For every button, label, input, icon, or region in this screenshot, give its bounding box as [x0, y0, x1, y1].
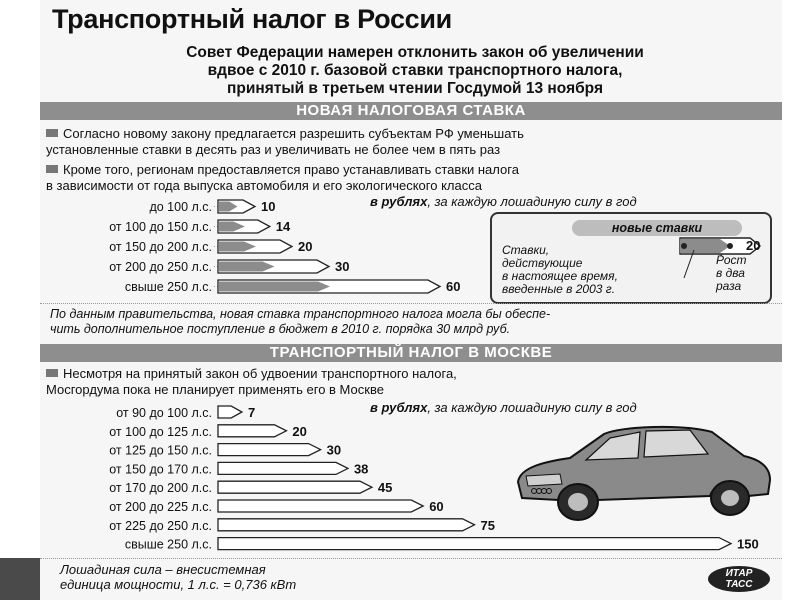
slide-left-margin: [0, 0, 40, 600]
bar-moscow-rate: [218, 538, 731, 550]
units-bold: в рублях: [370, 400, 428, 415]
legend-text: Ставки,: [502, 243, 550, 257]
category-label: от 200 до 250 л.с.: [109, 260, 212, 274]
category-label: от 150 до 200 л.с.: [109, 240, 212, 254]
slide-right-margin: [782, 0, 800, 600]
legend-current-rates: [502, 244, 618, 296]
category-label: от 100 до 125 л.с.: [109, 424, 212, 439]
bullet-text: Согласно новому закону предлагается разрешить субъектам РФ уменьшать: [63, 126, 524, 141]
value-label: 14: [275, 219, 291, 234]
logo-text: ИТАР: [725, 568, 753, 579]
divider: [40, 303, 782, 304]
units-rest: , за каждую лошадиную силу в год: [427, 194, 637, 209]
category-label: от 225 до 250 л.с.: [109, 518, 212, 533]
slide-decor-band: [0, 558, 40, 600]
value-label: 60: [429, 499, 444, 514]
bar-moscow-rate: [218, 519, 475, 531]
legend-text: раза: [716, 279, 742, 293]
car-illustration-icon: [512, 420, 774, 524]
bar-new-rate: [219, 282, 330, 292]
infographic: [40, 0, 782, 600]
legend-text: в настоящее время,: [502, 269, 618, 283]
bar-moscow-rate: [218, 444, 321, 456]
legend-text: введенные в 2003 г.: [502, 282, 616, 296]
bar-moscow-rate: [218, 500, 423, 512]
units-bold: в рублях: [370, 194, 428, 209]
legend-text: в два: [716, 266, 745, 280]
bullet-moscow: [46, 366, 766, 397]
infographic-title: Транспортный налог в России: [52, 4, 452, 34]
category-label: от 150 до 170 л.с.: [109, 462, 212, 477]
bullet-text: установленные ставки в десять раз и увеличивать не более чем в пять раз: [46, 141, 501, 157]
value-label: 10: [261, 199, 276, 214]
value-label: 150: [737, 536, 759, 552]
value-label: 38: [353, 461, 369, 477]
legend-text: действующие: [502, 256, 583, 270]
bar-moscow-rate: [218, 481, 372, 493]
divider: [40, 558, 782, 559]
category-label: от 170 до 200 л.с.: [109, 481, 212, 496]
headline-line: вдвое с 2010 г. базовой ставки транспортного налога,: [207, 62, 623, 79]
bullet-text: Кроме того, регионам предоставляется право устанавливать ставки налога: [63, 162, 519, 177]
bullet-text: Несмотря на принятый закон об удвоении транспортного налога,: [63, 366, 457, 381]
bullet-marker-icon: [46, 369, 58, 377]
category-label: от 90 до 100 л.с.: [116, 406, 212, 420]
footnote-text: Лошадиная сила – внесистемная: [60, 562, 266, 577]
category-label: от 200 до 225 л.с.: [109, 500, 212, 514]
chart-new-tax-rate: [40, 198, 490, 302]
category-label: от 125 до 150 л.с.: [109, 443, 212, 458]
value-label: 7: [247, 405, 256, 420]
bullet-text: в зависимости от года выпуска автомобиля и его экологического класса: [46, 177, 482, 193]
legend-leader-lines: [682, 242, 722, 282]
headline-line: Совет Федерации намерен отклонить закон об увеличении: [186, 44, 644, 61]
value-label: 20: [298, 239, 313, 254]
government-note: [50, 307, 774, 337]
section-header-moscow: ТРАНСПОРТНЫЙ НАЛОГ В МОСКВЕ: [40, 344, 782, 362]
legend-text: Рост: [716, 253, 747, 267]
value-label: 20: [292, 423, 307, 439]
headline: [70, 44, 760, 98]
bullet-text: Мосгордума пока не планирует применять его в Москве: [46, 381, 384, 397]
itar-tass-logo: [708, 566, 770, 592]
section-header-new-rate: НОВАЯ НАЛОГОВАЯ СТАВКА: [40, 102, 782, 120]
value-label: 30: [335, 259, 350, 274]
chart1-legend: [490, 212, 772, 304]
bullet-2: [46, 162, 766, 193]
footnote-text: единица мощности, 1 л.с. = 0,736 кВт: [60, 577, 297, 592]
headline-line: принятый в третьем чтении Госдумой 13 ноября: [227, 80, 603, 97]
units-rest: , за каждую лошадиную силу в год: [427, 400, 637, 415]
bullet-marker-icon: [46, 129, 58, 137]
note-text: По данным правительства, новая ставка транспортного налога могла бы обеспе-: [50, 307, 551, 321]
category-label: свыше 250 л.с.: [124, 280, 212, 294]
value-label: 75: [480, 517, 495, 533]
bar-moscow-rate: [218, 425, 286, 437]
bar-moscow-rate: [218, 462, 348, 474]
bullet-marker-icon: [46, 165, 58, 173]
legend-example-value: 20: [746, 238, 761, 253]
logo-text: ТАСС: [725, 579, 753, 590]
bar-moscow-rate: [218, 406, 242, 418]
category-label: от 100 до 150 л.с.: [109, 220, 212, 234]
legend-new-rates: новые ставки: [572, 220, 742, 236]
bullet-1: [46, 126, 766, 157]
category-label: свыше 250 л.с.: [124, 537, 212, 552]
value-label: 45: [377, 480, 393, 496]
category-label: до 100 л.с.: [149, 200, 212, 214]
footnote: [60, 562, 296, 592]
value-label: 60: [446, 279, 461, 294]
note-text: чить дополнительное поступление в бюджет в 2010 г. порядка 30 млрд руб.: [50, 322, 511, 336]
value-label: 30: [326, 442, 342, 458]
